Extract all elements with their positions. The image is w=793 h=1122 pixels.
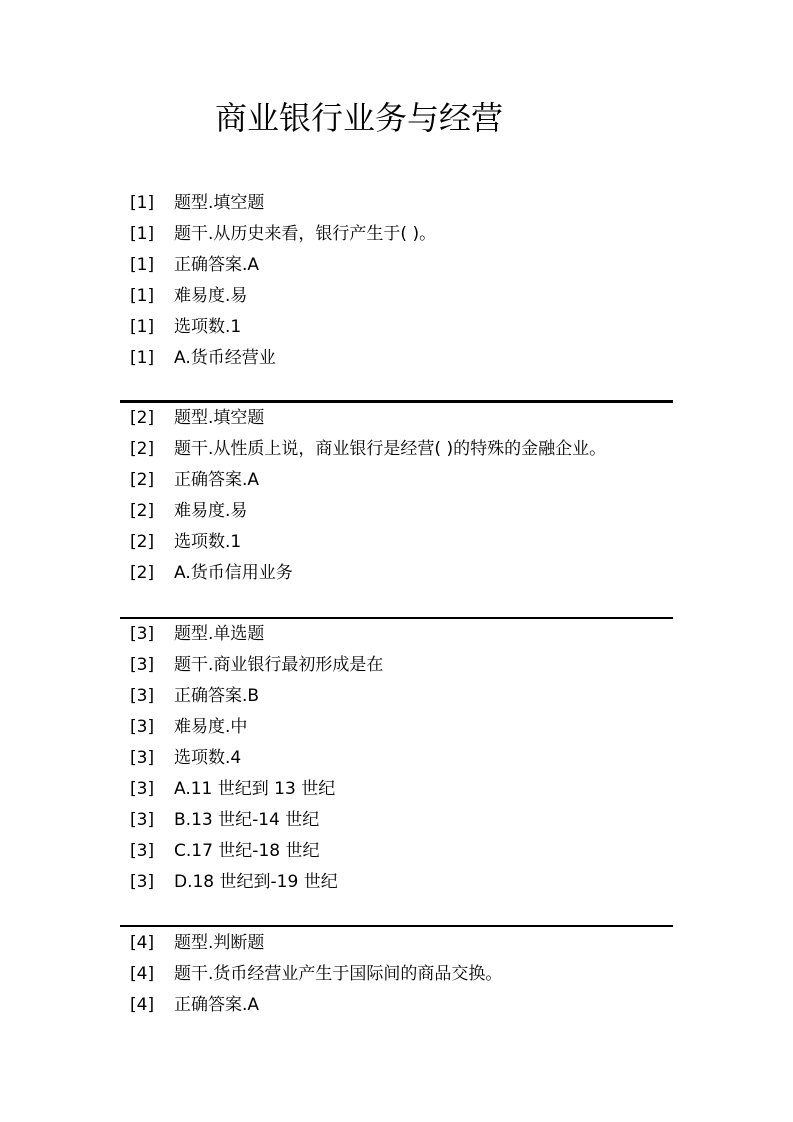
question-index: [1] <box>130 255 155 275</box>
question-type: 题型.判断题 <box>174 933 265 953</box>
question-index: [3] <box>130 624 155 644</box>
question-line <box>120 928 673 959</box>
difficulty: 难易度.中 <box>174 717 248 737</box>
question-line <box>120 774 673 805</box>
question-type: 题型.单选题 <box>174 624 265 644</box>
question-stem: 题干.商业银行最初形成是在 <box>174 655 384 675</box>
question-line <box>120 343 673 374</box>
option-count: 选项数.1 <box>174 532 242 552</box>
question-index: [4] <box>130 964 155 984</box>
option-a: A.货币信用业务 <box>174 563 293 583</box>
option-a: A.11 世纪到 13 世纪 <box>174 779 336 799</box>
question-line <box>120 496 673 527</box>
question-stem: 题干.货币经营业产生于国际间的商品交换。 <box>174 964 503 984</box>
question-index: [4] <box>130 995 155 1015</box>
correct-answer: 正确答案.B <box>174 686 260 706</box>
question-line <box>120 188 673 219</box>
document-title: 商业银行业务与经营 <box>214 99 503 137</box>
question-index: [3] <box>130 655 155 675</box>
question-line <box>120 434 673 465</box>
option-count: 选项数.4 <box>174 748 242 768</box>
option-a: A.货币经营业 <box>174 348 276 368</box>
question-index: [3] <box>130 779 155 799</box>
option-d: D.18 世纪到-19 世纪 <box>174 872 338 892</box>
question-index: [1] <box>130 193 155 213</box>
question-line <box>120 558 673 589</box>
question-line <box>120 959 673 990</box>
question-line <box>120 465 673 496</box>
question-line <box>120 527 673 558</box>
correct-answer: 正确答案.A <box>174 995 260 1015</box>
question-index: [3] <box>130 872 155 892</box>
question-line <box>120 990 673 1021</box>
question-line <box>120 867 673 898</box>
question-type: 题型.填空题 <box>174 408 265 428</box>
question-index: [4] <box>130 933 155 953</box>
question-stem: 题干.从历史来看，银行产生于( )。 <box>174 224 437 244</box>
question-block-1 <box>120 188 673 374</box>
question-index: [2] <box>130 563 155 583</box>
difficulty: 难易度.易 <box>174 286 248 306</box>
question-block-4 <box>120 928 673 1021</box>
question-line <box>120 619 673 650</box>
question-stem: 题干.从性质上说，商业银行是经营( )的特殊的金融企业。 <box>174 439 607 459</box>
question-line <box>120 681 673 712</box>
correct-answer: 正确答案.A <box>174 470 260 490</box>
question-index: [2] <box>130 470 155 490</box>
question-index: [2] <box>130 532 155 552</box>
question-line <box>120 743 673 774</box>
question-index: [3] <box>130 810 155 830</box>
correct-answer: 正确答案.A <box>174 255 260 275</box>
question-line <box>120 281 673 312</box>
question-index: [1] <box>130 224 155 244</box>
question-line <box>120 219 673 250</box>
question-line <box>120 805 673 836</box>
question-line <box>120 712 673 743</box>
question-line <box>120 650 673 681</box>
question-type: 题型.填空题 <box>174 193 265 213</box>
question-index: [2] <box>130 501 155 521</box>
question-index: [3] <box>130 686 155 706</box>
question-line <box>120 250 673 281</box>
option-b: B.13 世纪-14 世纪 <box>174 810 320 830</box>
question-index: [1] <box>130 286 155 306</box>
section-divider <box>120 925 673 927</box>
question-index: [2] <box>130 439 155 459</box>
question-line <box>120 836 673 867</box>
question-index: [1] <box>130 348 155 368</box>
option-c: C.17 世纪-18 世纪 <box>174 841 320 861</box>
question-block-2 <box>120 403 673 589</box>
question-block-3 <box>120 619 673 898</box>
question-index: [3] <box>130 717 155 737</box>
question-index: [1] <box>130 317 155 337</box>
difficulty: 难易度.易 <box>174 501 248 521</box>
question-index: [3] <box>130 841 155 861</box>
option-count: 选项数.1 <box>174 317 242 337</box>
question-line <box>120 312 673 343</box>
question-line <box>120 403 673 434</box>
question-index: [2] <box>130 408 155 428</box>
question-index: [3] <box>130 748 155 768</box>
